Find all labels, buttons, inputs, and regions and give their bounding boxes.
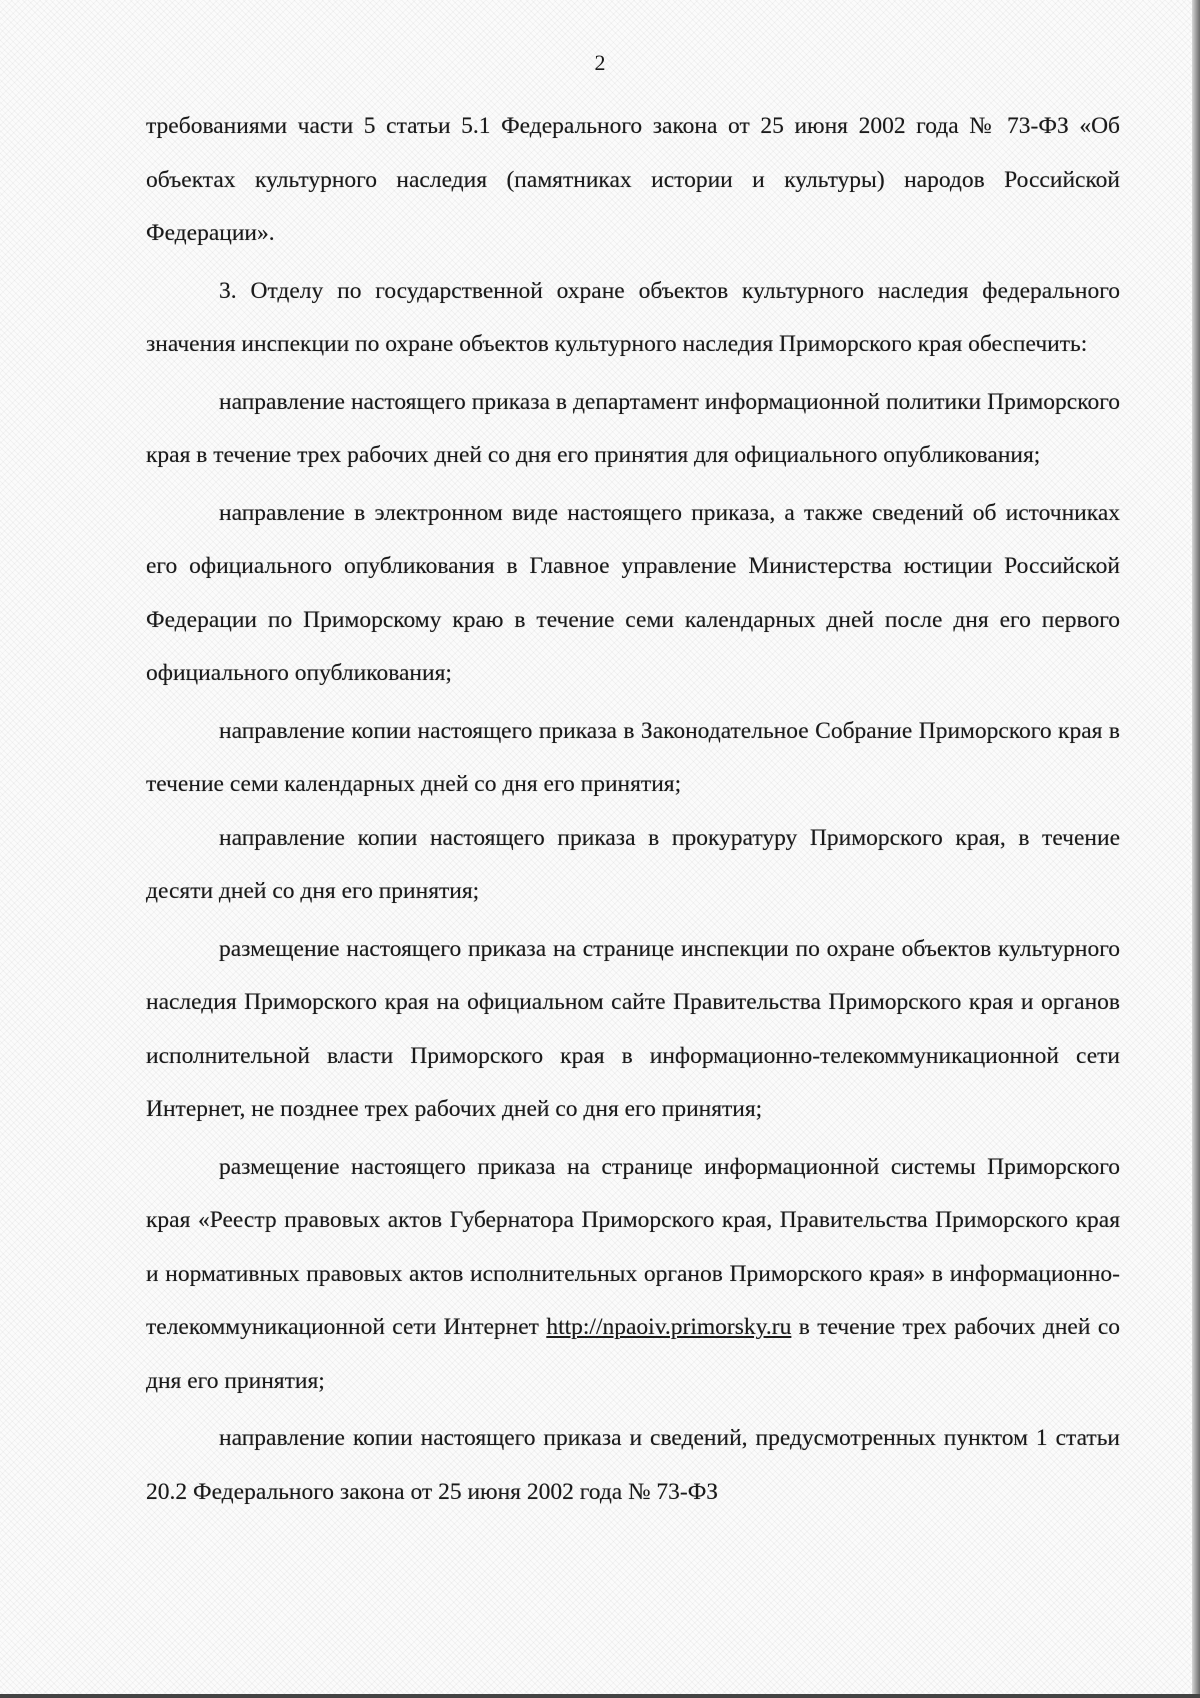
registry-text-after: в течение трех рабочих дней со дня его принятия; [146,1314,1121,1394]
paragraph-send-to-ministry: направление в электронном виде настоящего приказа, а также сведений об источниках его официального опубликования в Главное управление Министерства юстиции Российской Федерации по Приморскому краю в течение семи календарных дней после дня его первого официального опубликования; [146,499,1120,686]
paragraph-send-to-department: направление настоящего приказа в департамент информационной политики Приморского края в течение трех рабочих дней со дня его принятия для официального опубликования; [146,388,1120,468]
page-number: 2 [594,50,606,75]
scan-bottom-edge [0,1694,1200,1698]
document-body [146,100,1120,1519]
registry-text-before: размещение настоящего приказа на странице информационной системы Приморского края «Реестр правовых актов Губернатора Приморского края, Правительства Приморского края и нормативных правовых актов исполнительных органов Приморского края» в информационно-телекоммуникационной сети Интернет [146,1153,1120,1340]
registry-link[interactable]: http://npaoiv.primorsky.ru [546,1314,792,1340]
paragraph-publish-on-site: размещение настоящего приказа на странице инспекции по охране объектов культурного наследия Приморского края на официальном сайте Правительства Приморского края и органов исполнительной власти Приморского края в информационно-телекоммуникационной сети Интернет, не позднее трех рабочих дней со дня его принятия; [146,935,1120,1122]
paragraph-item-3: 3. Отделу по государственной охране объектов культурного наследия федерального значения инспекции по охране объектов культурного наследия Приморского края обеспечить: [146,277,1120,357]
paragraph-send-copy-and-info: направление копии настоящего приказа и сведений, предусмотренных пунктом 1 статьи 20.2 Федерального закона от 25 июня 2002 года № 73-ФЗ [146,1425,1120,1505]
paragraph-send-to-prosecutor: направление копии настоящего приказа в прокуратуру Приморского края, в течение десяти дней со дня его принятия; [146,824,1120,904]
paragraph-send-to-assembly: направление копии настоящего приказа в Законодательное Собрание Приморского края в течение семи календарных дней со дня его принятия; [146,717,1120,797]
paragraph-publish-in-registry [146,1141,1120,1409]
scan-right-edge [1192,0,1200,1698]
paragraph-continuation: требованиями части 5 статьи 5.1 Федерального закона от 25 июня 2002 года № 73-ФЗ «Об объектах культурного наследия (памятниках истории и культуры) народов Российской Федерации». [146,113,1120,246]
